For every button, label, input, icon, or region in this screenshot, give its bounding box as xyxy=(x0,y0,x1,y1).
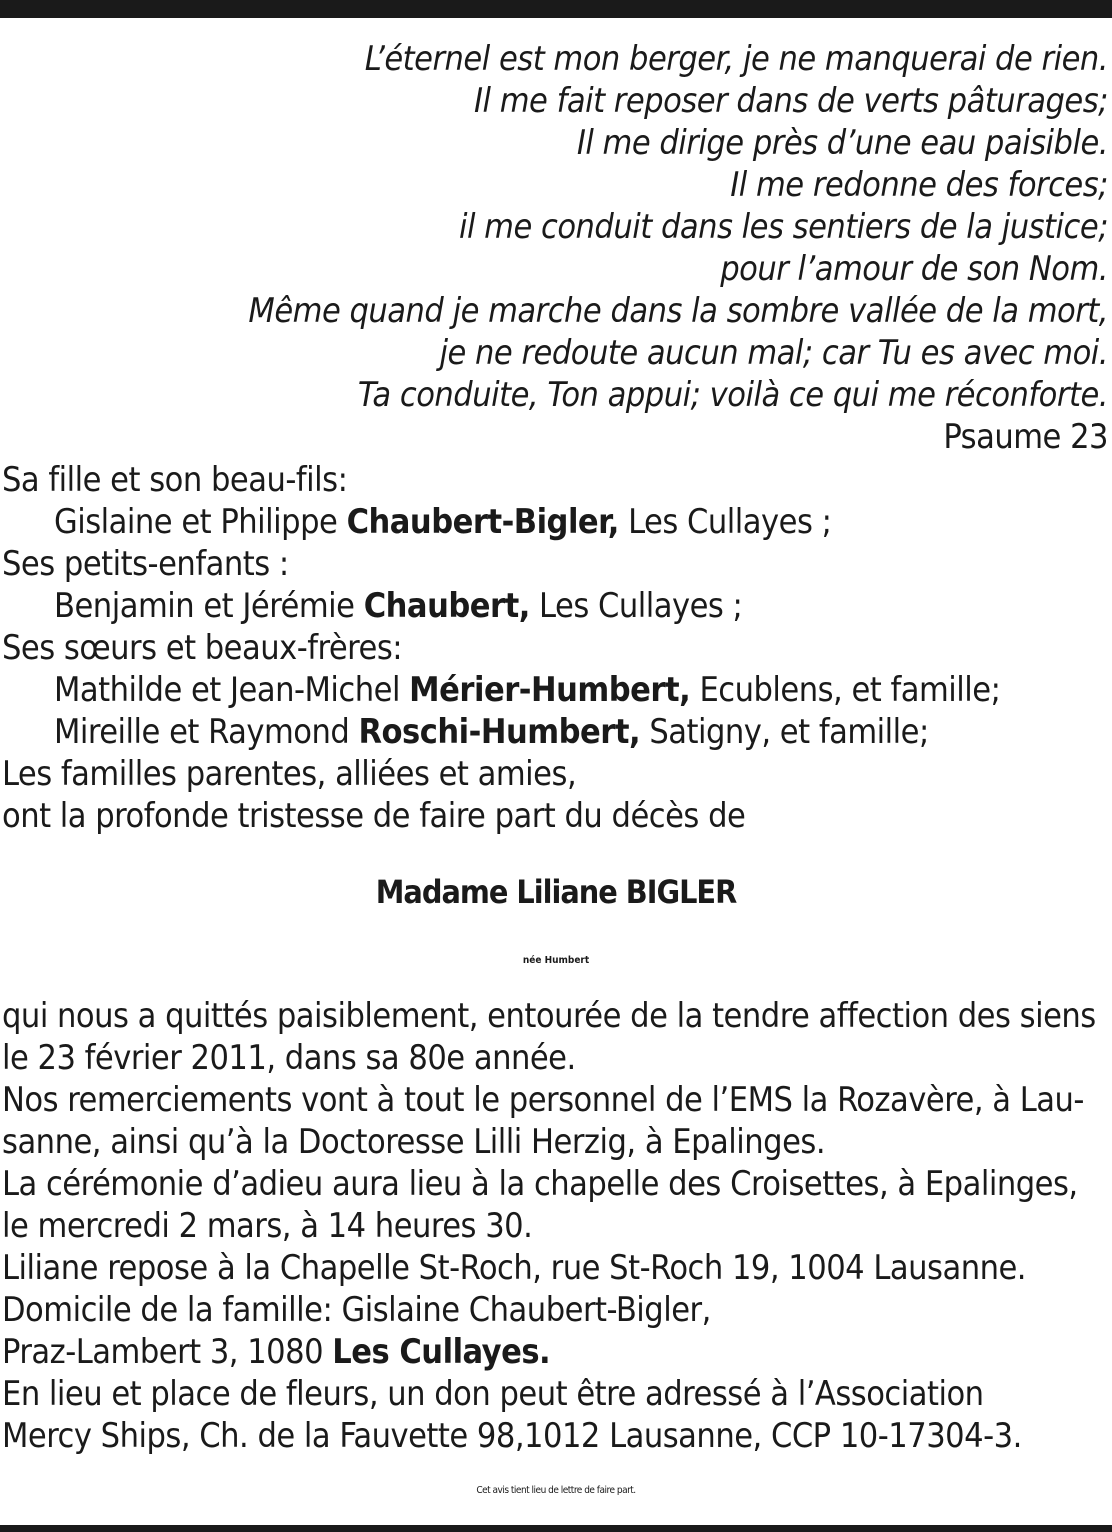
grandchildren-place: Les Cullayes ; xyxy=(529,586,743,626)
grandchildren-names: Benjamin et Jérémie xyxy=(54,586,364,626)
sisters-heading: Ses sœurs et beaux-frères: xyxy=(2,628,403,668)
body-line: En lieu et place de fleurs, un don peut être adressé à l’Association xyxy=(2,1374,984,1414)
address-text: Praz-Lambert 3, 1080 xyxy=(2,1332,333,1372)
grandchildren-heading: Ses petits-enfants : xyxy=(2,544,289,584)
sister-names: Mireille et Raymond xyxy=(54,712,359,752)
announcement-line: ont la profonde tristesse de faire part du décès de xyxy=(2,796,746,836)
relatives-line: Les familles parentes, alliées et amies, xyxy=(2,754,577,794)
body-line: le 23 février 2011, dans sa 80e année. xyxy=(2,1038,576,1078)
sister-entry xyxy=(2,669,1102,711)
sister-surname: Roschi-Humbert, xyxy=(358,712,641,752)
body-line: le mercredi 2 mars, à 14 heures 30. xyxy=(2,1206,533,1246)
bottom-rule xyxy=(0,1525,1112,1532)
daughter-heading: Sa fille et son beau-fils: xyxy=(2,460,348,500)
psalm-line: il me conduit dans les sentiers de la justice; xyxy=(458,207,1108,247)
daughter-surname: Chaubert-Bigler, xyxy=(346,502,619,542)
closing-note: Cet avis tient lieu de lettre de faire part. xyxy=(476,1485,636,1496)
daughter-entry xyxy=(2,501,1102,543)
sister-place: Satigny, et famille; xyxy=(640,712,929,752)
psalm-line: Même quand je marche dans la sombre vallée de la mort, xyxy=(248,291,1108,331)
psalm-line: je ne redoute aucun mal; car Tu es avec moi. xyxy=(439,333,1108,373)
body-line: sanne, ainsi qu’à la Doctoresse Lilli Herzig, à Epalinges. xyxy=(2,1122,826,1162)
psalm-reference: Psaume 23 xyxy=(943,417,1108,457)
body-line: La cérémonie d’adieu aura lieu à la chapelle des Croisettes, à Epalinges, xyxy=(2,1164,1078,1204)
body-line: Domicile de la famille: Gislaine Chaubert-Bigler, xyxy=(2,1290,711,1330)
sister-entry xyxy=(2,711,1102,753)
grandchildren-surname: Chaubert, xyxy=(363,586,530,626)
announcement-body xyxy=(2,995,1110,1457)
body-line: qui nous a quittés paisiblement, entourée de la tendre affection des siens xyxy=(2,996,1096,1036)
sister-surname: Mérier-Humbert, xyxy=(409,670,691,710)
psalm-line: Il me redonne des forces; xyxy=(730,165,1108,205)
body-line: Nos remerciements vont à tout le personnel de l’EMS la Rozavère, à Lau- xyxy=(2,1080,1084,1120)
deceased-name: Madame Liliane BIGLER xyxy=(375,873,737,911)
maiden-name: née Humbert xyxy=(522,955,590,966)
family-address-line xyxy=(2,1331,1110,1373)
daughter-place: Les Cullayes ; xyxy=(618,502,832,542)
psalm-line: Ta conduite, Ton appui; voilà ce qui me réconforte. xyxy=(357,375,1108,415)
body-line: Liliane repose à la Chapelle St-Roch, rue St-Roch 19, 1004 Lausanne. xyxy=(2,1248,1027,1288)
body-line: Mercy Ships, Ch. de la Fauvette 98,1012 Lausanne, CCP 10-17304-3. xyxy=(2,1416,1022,1456)
psalm-line: pour l’amour de son Nom. xyxy=(720,249,1108,289)
psalm-quote xyxy=(8,38,1108,458)
sister-place: Ecublens, et famille; xyxy=(690,670,1001,710)
psalm-line: L’éternel est mon berger, je ne manquerai de rien. xyxy=(364,39,1108,79)
psalm-line: Il me dirige près d’une eau paisible. xyxy=(576,123,1108,163)
top-rule xyxy=(0,0,1112,18)
address-locality: Les Cullayes. xyxy=(332,1332,551,1372)
daughter-names: Gislaine et Philippe xyxy=(54,502,347,542)
sister-names: Mathilde et Jean-Michel xyxy=(54,670,410,710)
psalm-line: Il me fait reposer dans de verts pâturages; xyxy=(474,81,1108,121)
family-list xyxy=(2,459,1102,837)
grandchildren-entry xyxy=(2,585,1102,627)
